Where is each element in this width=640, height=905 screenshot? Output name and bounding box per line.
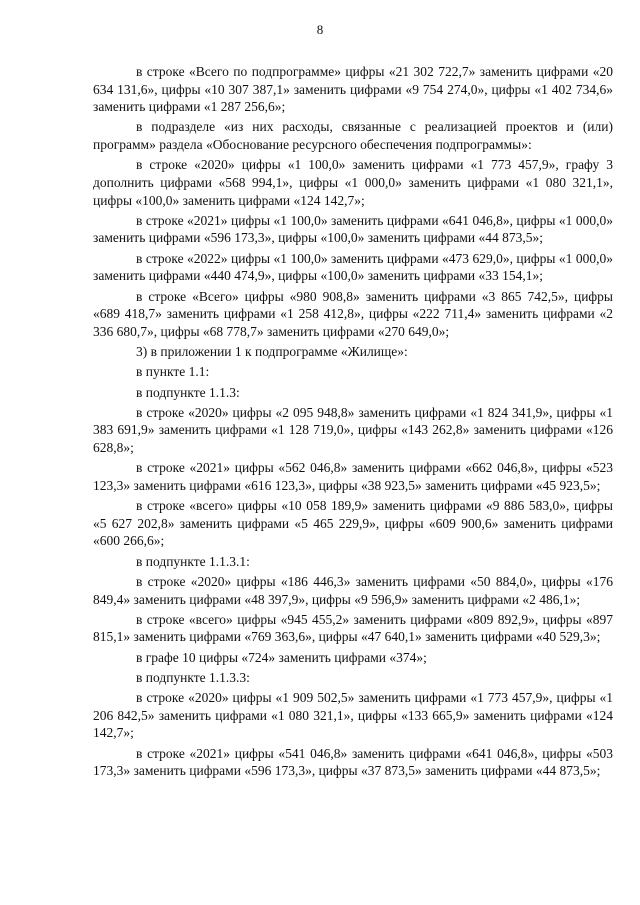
paragraph: в строке «2020» цифры «186 446,3» заменить цифрами «50 884,0», цифры «176 849,4» заменить цифрами «48 397,9», цифры «9 596,9» заменить цифрами «2 486,1»; [93,573,613,607]
paragraph: 3) в приложении 1 к подпрограмме «Жилище»: [136,344,408,360]
paragraph: в строке «2020» цифры «2 095 948,8» заменить цифрами «1 824 341,9», цифры «1 383 691,9» заменить цифрами «1 128 719,0», цифры «143 262,8» заменить цифрами «126 628,8»; [93,404,613,456]
paragraph: в подпункте 1.1.3.1: [136,553,250,569]
paragraph: в строке «Всего» цифры «980 908,8» заменить цифрами «3 865 742,5», цифры «689 418,7» заменить цифрами «1 258 412,8», цифры «222 711,4» заменить цифрами «2 336 680,7», цифры «68 778,7» заменить цифрами «270 649,0»; [93,288,613,339]
document-body [93,63,613,780]
paragraph: в строке «2020» цифры «1 909 502,5» заменить цифрами «1 773 457,9», цифры «1 206 842,5» заменить цифрами «1 080 321,1», цифры «133 665,9» заменить цифрами «124 142,7»; [93,690,613,741]
paragraph: в пункте 1.1: [136,364,210,380]
paragraph: в графе 10 цифры «724» заменить цифрами «374»; [136,649,427,665]
paragraph: в строке «2021» цифры «1 100,0» заменить цифрами «641 046,8», цифры «1 000,0» заменить цифрами «596 173,3», цифры «100,0» заменить цифрами «44 873,5»; [93,212,613,246]
paragraph: в строке «всего» цифры «10 058 189,9» заменить цифрами «9 886 583,0», цифры «5 627 202,8» заменить цифрами «5 465 229,9», цифры «609 900,6» заменить цифрами «600 266,6»; [93,498,613,549]
paragraph: в строке «Всего по подпрограмме» цифры «21 302 722,7» заменить цифрами «20 634 131,6», цифры «10 307 387,1» заменить цифрами «9 754 274,0», цифры «1 402 734,6» заменить цифрами «1 287 256,6»; [93,64,613,115]
paragraph: в строке «2020» цифры «1 100,0» заменить цифрами «1 773 457,9», графу 3 дополнить цифрами «568 994,1», цифры «1 000,0» заменить цифрами «1 080 321,1», цифры «100,0» заменить цифрами «124 142,7»; [93,157,613,208]
paragraph: в подразделе «из них расходы, связанные с реализацией проектов и (или) программ» раздела «Обоснование ресурсного обеспечения подпрограммы»: [93,119,613,153]
page-number: 8 [316,22,324,37]
paragraph: в подпункте 1.1.3.3: [136,670,250,685]
paragraph: в строке «2021» цифры «541 046,8» заменить цифрами «641 046,8», цифры «503 173,3» заменить цифрами «596 173,3», цифры «37 873,5» заменить цифрами «44 873,5»; [93,745,613,779]
paragraph: в строке «2021» цифры «562 046,8» заменить цифрами «662 046,8», цифры «523 123,3» заменить цифрами «616 123,3», цифры «38 923,5» заменить цифрами «45 923,5»; [93,460,613,493]
paragraph: в строке «всего» цифры «945 455,2» заменить цифрами «809 892,9», цифры «897 815,1» заменить цифрами «769 363,6», цифры «47 640,1» заменить цифрами «40 529,3»; [93,611,613,645]
paragraph: в подпункте 1.1.3: [136,384,240,400]
paragraph: в строке «2022» цифры «1 100,0» заменить цифрами «473 629,0», цифры «1 000,0» заменить цифрами «440 474,9», цифры «100,0» заменить цифрами «33 154,1»; [93,250,613,284]
